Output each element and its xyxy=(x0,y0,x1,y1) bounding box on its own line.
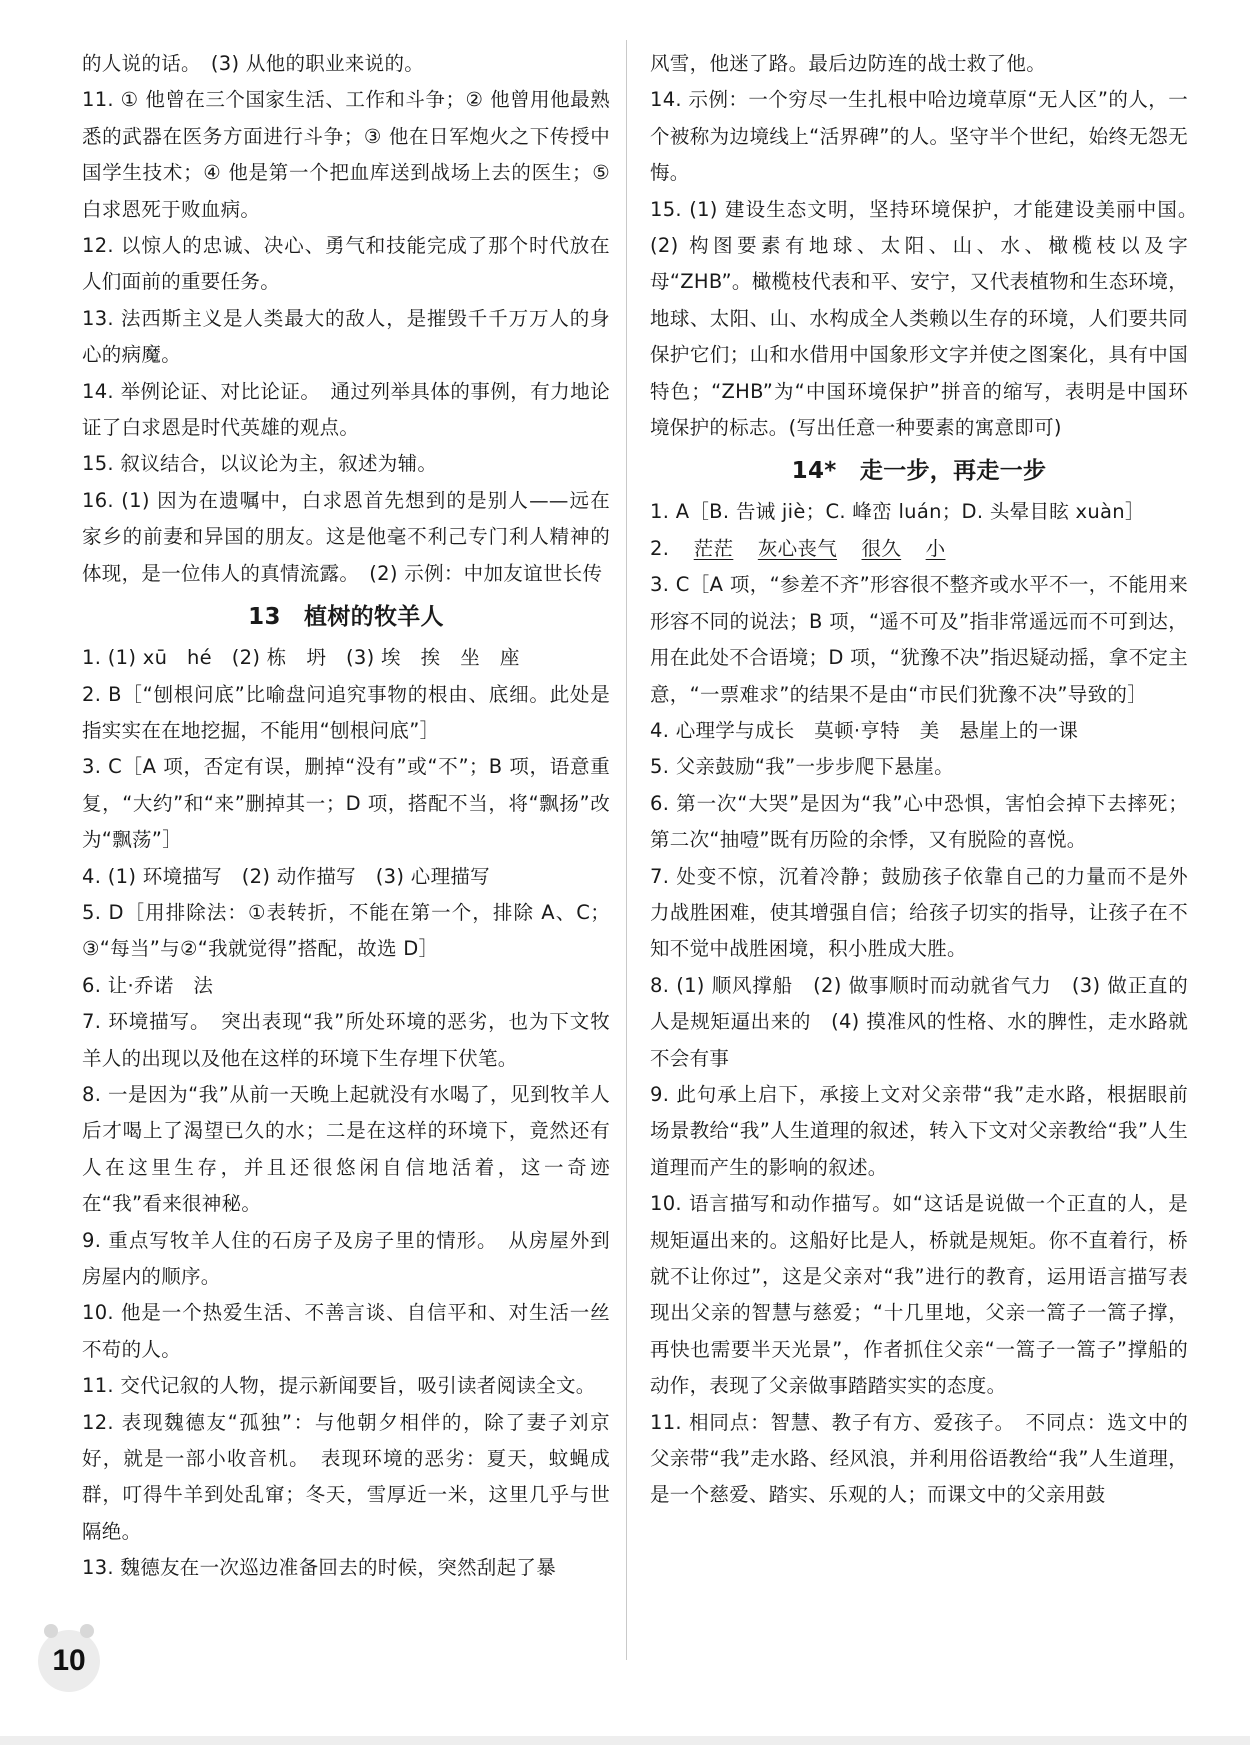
column-divider xyxy=(626,40,627,1660)
section-title-14: 14* 走一步，再走一步 xyxy=(791,458,1047,485)
text-line-underlined-answers xyxy=(650,531,1188,567)
text-line: 13. 魏德友在一次巡边准备回去的时候，突然刮起了暴 xyxy=(82,1556,557,1580)
text-line: 5. D［用排除法：①表转折，不能在第一个，排除 A、C；③“每当”与②“我就觉得”搭配，故选 D］ xyxy=(82,900,610,961)
text-line: 7. 处变不惊，沉着冷静；鼓励孩子依靠自己的力量而不是外力战胜困难，使其增强自信；给孩子切实的指导，让孩子在不知不觉中战胜困境，积小胜成大胜。 xyxy=(650,864,1188,961)
text-line: 6. 第一次“大哭”是因为“我”心中恐惧，害怕会掉下去摔死；第二次“抽噎”既有历险的余悸，又有脱险的喜悦。 xyxy=(650,791,1188,852)
text-line: 14. 举例论证、对比论证。 通过列举具体的事例，有力地论证了白求恩是时代英雄的观点。 xyxy=(82,379,610,440)
left-column xyxy=(82,46,610,1587)
section-title-13: 13 植树的牧羊人 xyxy=(248,604,444,631)
text-line: 5. 父亲鼓励“我”一步步爬下悬崖。 xyxy=(650,755,954,779)
bottom-strip xyxy=(0,1736,1250,1745)
text-line: 14. 示例：一个穷尽一生扎根中哈边境草原“无人区”的人，一个被称为边境线上“活界碑”的人。坚守半个世纪，始终无怨无悔。 xyxy=(650,88,1188,185)
text-line: 9. 此句承上启下，承接上文对父亲带“我”走水路，根据眼前场景教给“我”人生道理的叙述，转入下文对父亲教给“我”人生道理而产生的影响的叙述。 xyxy=(650,1082,1188,1179)
text-line: 4. 心理学与成长 莫顿·亨特 美 悬崖上的一课 xyxy=(650,718,1079,742)
text-line: 11. 相同点：智慧、教子有方、爱孩子。 不同点：选文中的父亲带“我”走水路、经风浪，并利用俗语教给“我”人生道理，是一个慈爱、踏实、乐观的人；而课文中的父亲用鼓 xyxy=(650,1410,1188,1507)
text-line: 9. 重点写牧羊人住的石房子及房子里的情形。 从房屋外到房屋内的顺序。 xyxy=(82,1228,610,1288)
text-line: 15. (1) 建设生态文明，坚持环境保护，才能建设美丽中国。 (2) 构图要素有地球、太阳、山、水、橄榄枝以及字母“ZHB”。橄榄枝代表和平、安宁，又代表植物和生态环境，地球、太阳、山、水构成全人类赖以生存的环境，人们要共同保护它们；山和水借用中国象形文字并使之图案化，具有中国特色；“ZHB”为“中国环境保护”拼音的缩写，表明是中国环境保护的标志。(写出任意一种要素的寓意即可) xyxy=(650,197,1208,440)
text-line: 12. 以惊人的忠诚、决心、勇气和技能完成了那个时代放在人们面前的重要任务。 xyxy=(82,234,610,294)
text-line: 4. (1) 环境描写 (2) 动作描写 (3) 心理描写 xyxy=(82,864,490,888)
text-line: 7. 环境描写。 突出表现“我”所处环境的恶劣，也为下文牧羊人的出现以及他在这样的环境下生存埋下伏笔。 xyxy=(82,1010,610,1070)
text-line: 的人说的话。 (3) 从他的职业来说的。 xyxy=(82,52,425,75)
text-line: 8. (1) 顺风撑船 (2) 做事顺时而动就省气力 (3) 做正直的人是规矩逼出来的 (4) 摸准风的性格、水的脾性，走水路就不会有事 xyxy=(650,973,1188,1070)
text-line: 10. 语言描写和动作描写。如“这话是说做一个正直的人，是规矩逼出来的。这船好比是人，桥就是规矩。你不直着行，桥就不让你过”，这是父亲对“我”进行的教育，运用语言描写表现出父亲的智慧与慈爱；“十几里地，父亲一篙子一篙子撑，再快也需要半天光景”，作者抓住父亲“一篙子一篙子”撑船的动作，表现了父亲做事踏踏实实的态度。 xyxy=(650,1192,1188,1398)
text-line: 15. 叙议结合，以议论为主，叙述为辅。 xyxy=(82,452,438,476)
answer-word: 很久 xyxy=(861,536,902,560)
text-line: 1. (1) xū hé (2) 栋 坍 (3) 埃 挨 坐 座 xyxy=(82,646,520,670)
text-line: 11. 交代记叙的人物，提示新闻要旨，吸引读者阅读全文。 xyxy=(82,1374,596,1398)
item-number: 2. xyxy=(650,536,670,560)
text-line: 3. C［A 项，“参差不齐”形容很不整齐或水平不一，不能用来形容不同的说法；B 项，“遥不可及”指非常遥远而不可到达，用在此处不合语境；D 项，“犹豫不决”指迟疑动摇，拿不定主意，“一票难求”的结果不是由“市民们犹豫不决”导致的］ xyxy=(650,573,1188,706)
text-line: 11. ① 他曾在三个国家生活、工作和斗争；② 他曾用他最熟悉的武器在医务方面进行斗争；③ 他在日军炮火之下传授中国学生技术；④ 他是第一个把血库送到战场上去的医生；⑤ 白求恩死于败血病。 xyxy=(82,88,610,221)
text-line: 1. A［B. 告诫 jiè；C. 峰峦 luán；D. 头晕目眩 xuàn］ xyxy=(650,500,1145,524)
text-line: 6. 让·乔诺 法 xyxy=(82,973,214,997)
answer-word: 茫茫 xyxy=(693,536,734,560)
text-line: 8. 一是因为“我”从前一天晚上起就没有水喝了，见到牧羊人后才喝上了渴望已久的水；二是在这样的环境下，竟然还有人在这里生存，并且还很悠闲自信地活着，这一奇迹在“我”看来很神秘。 xyxy=(82,1082,610,1216)
text-line: 风雪，他迷了路。最后边防连的战士救了他。 xyxy=(650,52,1047,75)
text-line: 2. B［“刨根问底”比喻盘问追究事物的根由、底细。此处是指实实在在地挖掘，不能用“刨根问底”］ xyxy=(82,682,610,742)
right-column xyxy=(650,46,1208,1514)
text-line: 3. C［A 项，否定有误，删掉“没有”或“不”；B 项，语意重复，“大约”和“来”删掉其一；D 项，搭配不当，将“飘扬”改为“飘荡”］ xyxy=(82,755,610,852)
text-line: 16. (1) 因为在遗嘱中，白求恩首先想到的是别人——远在家乡的前妻和异国的朋友。这是他毫不利己专门利人精神的体现，是一位伟人的真情流露。 (2) 示例：中加友谊世长传 xyxy=(82,488,610,585)
text-line: 12. 表现魏德友“孤独”：与他朝夕相伴的，除了妻子刘京好，就是一部小收音机。 表现环境的恶劣：夏天，蚊蝇成群，叮得牛羊到处乱窜；冬天，雪厚近一米，这里几乎与世隔绝。 xyxy=(82,1410,610,1543)
text-line: 13. 法西斯主义是人类最大的敌人，是摧毁千千万万人的身心的病魔。 xyxy=(82,306,610,367)
text-line: 10. 他是一个热爱生活、不善言谈、自信平和、对生活一丝不苟的人。 xyxy=(82,1301,610,1361)
answer-word: 灰心丧气 xyxy=(757,536,838,560)
answer-word: 小 xyxy=(925,536,946,560)
page-number-badge: 10 xyxy=(38,1630,100,1692)
